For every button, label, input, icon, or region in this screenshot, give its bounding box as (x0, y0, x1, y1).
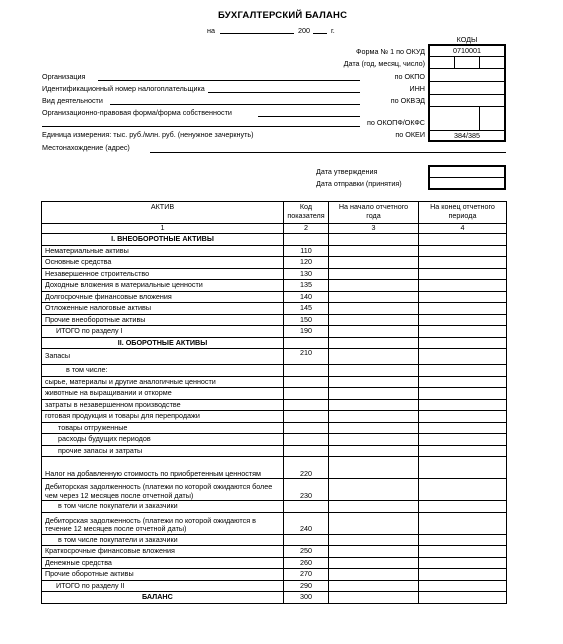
end-value-cell[interactable] (419, 291, 507, 303)
row-label: Дебиторская задолженность (платежи по которой ожидаются в течение 12 месяцев после отчетной даты) (42, 512, 284, 534)
start-value-cell[interactable] (329, 534, 419, 546)
row-label: Отложенные налоговые активы (42, 303, 284, 315)
date-year-cell[interactable] (429, 56, 455, 68)
row-label: Доходные вложения в материальные ценности (42, 280, 284, 292)
table-row (42, 268, 507, 280)
start-value-cell[interactable] (329, 557, 419, 569)
okfs-cell[interactable] (480, 106, 506, 130)
table-row (42, 512, 507, 534)
end-value-cell[interactable] (419, 557, 507, 569)
end-value-cell[interactable] (419, 376, 507, 388)
row-code (284, 501, 329, 513)
start-value-cell[interactable] (329, 257, 419, 269)
table-row (42, 501, 507, 513)
okpo-cell[interactable] (429, 68, 505, 81)
row-code: 290 (284, 580, 329, 592)
table-row (42, 245, 507, 257)
table-row (42, 445, 507, 457)
row-label: Запасы (42, 349, 284, 365)
row-code: 190 (284, 326, 329, 338)
end-value-cell[interactable] (419, 546, 507, 558)
table-row (42, 399, 507, 411)
start-value-cell[interactable] (329, 580, 419, 592)
table-row (42, 422, 507, 434)
row-label: Нематериальные активы (42, 245, 284, 257)
row-label: готовая продукция и товары для перепродажи (42, 411, 284, 423)
date-prefix: на (207, 26, 215, 35)
table-row (42, 546, 507, 558)
row-code: 220 (284, 457, 329, 479)
end-value-cell[interactable] (419, 326, 507, 338)
start-value-cell[interactable] (329, 388, 419, 400)
row-code: 145 (284, 303, 329, 315)
table-row (42, 388, 507, 400)
year-line[interactable] (313, 33, 327, 34)
okopf-label: по ОКОПФ/ОКФС (367, 118, 425, 127)
row-label: Прочие оборотные активы (42, 569, 284, 581)
header-end: На конец отчетного периода (419, 202, 507, 224)
row-code: 210 (284, 349, 329, 365)
table-row (42, 592, 507, 604)
row-label: Долгосрочные финансовые вложения (42, 291, 284, 303)
approved-date-cell[interactable] (429, 166, 505, 177)
start-value-cell[interactable] (329, 512, 419, 534)
col-number-3: 3 (329, 224, 419, 234)
table-row (42, 349, 507, 365)
row-label: ИТОГО по разделу II (42, 580, 284, 592)
row-code: 135 (284, 280, 329, 292)
end-value-cell[interactable] (419, 349, 507, 365)
row-label: в том числе покупатели и заказчики (42, 534, 284, 546)
start-value-cell[interactable] (329, 434, 419, 446)
end-value-cell[interactable] (419, 457, 507, 479)
row-code (284, 422, 329, 434)
row-label: Прочие внеоборотные активы (42, 314, 284, 326)
row-code: 260 (284, 557, 329, 569)
end-value-cell[interactable] (419, 337, 507, 349)
sent-date-cell[interactable] (429, 177, 505, 189)
approval-box (428, 165, 506, 190)
end-value-cell[interactable] (419, 388, 507, 400)
row-label: прочие запасы и затраты (42, 445, 284, 457)
okpo-label: по ОКПО (394, 72, 425, 81)
table-row (42, 303, 507, 315)
row-code (284, 434, 329, 446)
row-code (284, 337, 329, 349)
units-label: Единица измерения: тыс. руб./млн. руб. (ненужное зачеркнуть) (42, 130, 254, 139)
organization-label: Организация (42, 72, 86, 81)
year-prefix: 200 (298, 26, 310, 35)
end-value-cell[interactable] (419, 512, 507, 534)
table-row (42, 411, 507, 423)
table-row (42, 434, 507, 446)
row-code (284, 365, 329, 377)
start-value-cell[interactable] (329, 592, 419, 604)
location-label: Местонахождение (адрес) (42, 143, 130, 152)
start-value-cell[interactable] (329, 457, 419, 479)
header-code: Код показателя (284, 202, 329, 224)
table-row (42, 326, 507, 338)
start-value-cell[interactable] (329, 349, 419, 365)
start-value-cell[interactable] (329, 303, 419, 315)
row-label: расходы будущих периодов (42, 434, 284, 446)
end-value-cell[interactable] (419, 501, 507, 513)
row-code: 300 (284, 592, 329, 604)
row-label: Незавершенное строительство (42, 268, 284, 280)
start-value-cell[interactable] (329, 479, 419, 501)
start-value-cell[interactable] (329, 546, 419, 558)
table-row (42, 580, 507, 592)
start-value-cell[interactable] (329, 326, 419, 338)
col-number-2: 2 (284, 224, 329, 234)
row-label: товары отгруженные (42, 422, 284, 434)
start-value-cell[interactable] (329, 365, 419, 377)
row-code: 130 (284, 268, 329, 280)
header-assets: АКТИВ (42, 202, 284, 224)
codes-header: КОДЫ (429, 35, 505, 45)
end-value-cell[interactable] (419, 534, 507, 546)
row-code (284, 399, 329, 411)
tax-id-label: Идентификационный номер налогоплательщика (42, 84, 205, 93)
row-label: Дебиторская задолженность (платежи по которой ожидаются более чем через 12 месяцев после отчетной даты) (42, 479, 284, 501)
row-label: в том числе покупатели и заказчики (42, 501, 284, 513)
activity-line[interactable] (110, 104, 360, 105)
start-value-cell[interactable] (329, 399, 419, 411)
table-row (42, 534, 507, 546)
col-number-4: 4 (419, 224, 507, 234)
start-value-cell[interactable] (329, 291, 419, 303)
start-value-cell[interactable] (329, 376, 419, 388)
row-label: Краткосрочные финансовые вложения (42, 546, 284, 558)
row-label: Денежные средства (42, 557, 284, 569)
okud-label: Форма № 1 по ОКУД (356, 47, 425, 56)
end-value-cell[interactable] (419, 434, 507, 446)
table-row (42, 280, 507, 292)
date-month-cell[interactable] (455, 56, 480, 68)
start-value-cell[interactable] (329, 445, 419, 457)
table-row (42, 234, 507, 246)
start-value-cell[interactable] (329, 337, 419, 349)
row-label: животные на выращивании и откорме (42, 388, 284, 400)
row-code (284, 445, 329, 457)
header-start: На начало отчетного года (329, 202, 419, 224)
row-code (284, 534, 329, 546)
row-code: 270 (284, 569, 329, 581)
row-label: затраты в незавершенном производстве (42, 399, 284, 411)
legal-form-line-2[interactable] (42, 126, 360, 127)
end-value-cell[interactable] (419, 365, 507, 377)
row-code: 110 (284, 245, 329, 257)
start-value-cell[interactable] (329, 234, 419, 246)
start-value-cell[interactable] (329, 569, 419, 581)
row-label: БАЛАНС (42, 592, 284, 604)
start-value-cell[interactable] (329, 501, 419, 513)
codes-box (428, 35, 506, 142)
row-code (284, 411, 329, 423)
table-row (42, 291, 507, 303)
end-value-cell[interactable] (419, 411, 507, 423)
row-label: Налог на добавленную стоимость по приобретенным ценностям (42, 457, 284, 479)
end-value-cell[interactable] (419, 569, 507, 581)
row-label: ИТОГО по разделу I (42, 326, 284, 338)
balance-table (41, 201, 507, 604)
table-row (42, 314, 507, 326)
table-row (42, 257, 507, 269)
sent-date-label: Дата отправки (принятия) (316, 179, 402, 188)
tax-id-line[interactable] (208, 92, 360, 93)
end-value-cell[interactable] (419, 580, 507, 592)
row-code: 230 (284, 479, 329, 501)
date-day-cell[interactable] (480, 56, 506, 68)
row-code: 240 (284, 512, 329, 534)
okei-label: по ОКЕИ (395, 130, 425, 139)
table-row (42, 365, 507, 377)
organization-line[interactable] (98, 80, 360, 81)
okopf-cell[interactable] (429, 106, 480, 130)
start-value-cell[interactable] (329, 280, 419, 292)
end-value-cell[interactable] (419, 280, 507, 292)
end-value-cell[interactable] (419, 479, 507, 501)
date-label: Дата (год, месяц, число) (343, 59, 425, 68)
okved-cell[interactable] (429, 94, 505, 106)
start-value-cell[interactable] (329, 411, 419, 423)
end-value-cell[interactable] (419, 268, 507, 280)
legal-form-line[interactable] (258, 116, 360, 117)
inn-label: ИНН (409, 84, 425, 93)
end-value-cell[interactable] (419, 314, 507, 326)
row-label: сырье, материалы и другие аналогичные ценности (42, 376, 284, 388)
col-number-1: 1 (42, 224, 284, 234)
row-label: Основные средства (42, 257, 284, 269)
table-row (42, 376, 507, 388)
end-value-cell[interactable] (419, 234, 507, 246)
row-label: в том числе: (42, 365, 284, 377)
end-value-cell[interactable] (419, 399, 507, 411)
end-value-cell[interactable] (419, 303, 507, 315)
table-row (42, 479, 507, 501)
activity-label: Вид деятельности (42, 96, 103, 105)
location-line[interactable] (150, 152, 506, 153)
end-value-cell[interactable] (419, 445, 507, 457)
table-row (42, 557, 507, 569)
end-value-cell[interactable] (419, 422, 507, 434)
row-code: 120 (284, 257, 329, 269)
okud-value[interactable]: 0710001 (429, 45, 505, 56)
inn-cell[interactable] (429, 81, 505, 94)
okei-value: 384/385 (429, 130, 505, 141)
table-row (42, 337, 507, 349)
start-value-cell[interactable] (329, 314, 419, 326)
table-row (42, 457, 507, 479)
end-value-cell[interactable] (419, 257, 507, 269)
document-title: БУХГАЛТЕРСКИЙ БАЛАНС (218, 10, 348, 21)
start-value-cell[interactable] (329, 268, 419, 280)
start-value-cell[interactable] (329, 422, 419, 434)
table-row (42, 569, 507, 581)
legal-form-label: Организационно-правовая форма/форма собственности (42, 108, 232, 117)
end-value-cell[interactable] (419, 592, 507, 604)
approved-date-label: Дата утверждения (316, 167, 378, 176)
start-value-cell[interactable] (329, 245, 419, 257)
row-code (284, 234, 329, 246)
date-line[interactable] (220, 33, 294, 34)
row-code (284, 376, 329, 388)
okved-label: по ОКВЭД (390, 96, 425, 105)
row-code: 150 (284, 314, 329, 326)
row-code: 140 (284, 291, 329, 303)
row-label: II. ОБОРОТНЫЕ АКТИВЫ (42, 337, 284, 349)
row-label: I. ВНЕОБОРОТНЫЕ АКТИВЫ (42, 234, 284, 246)
end-value-cell[interactable] (419, 245, 507, 257)
row-code: 250 (284, 546, 329, 558)
year-suffix: г. (331, 26, 335, 35)
row-code (284, 388, 329, 400)
